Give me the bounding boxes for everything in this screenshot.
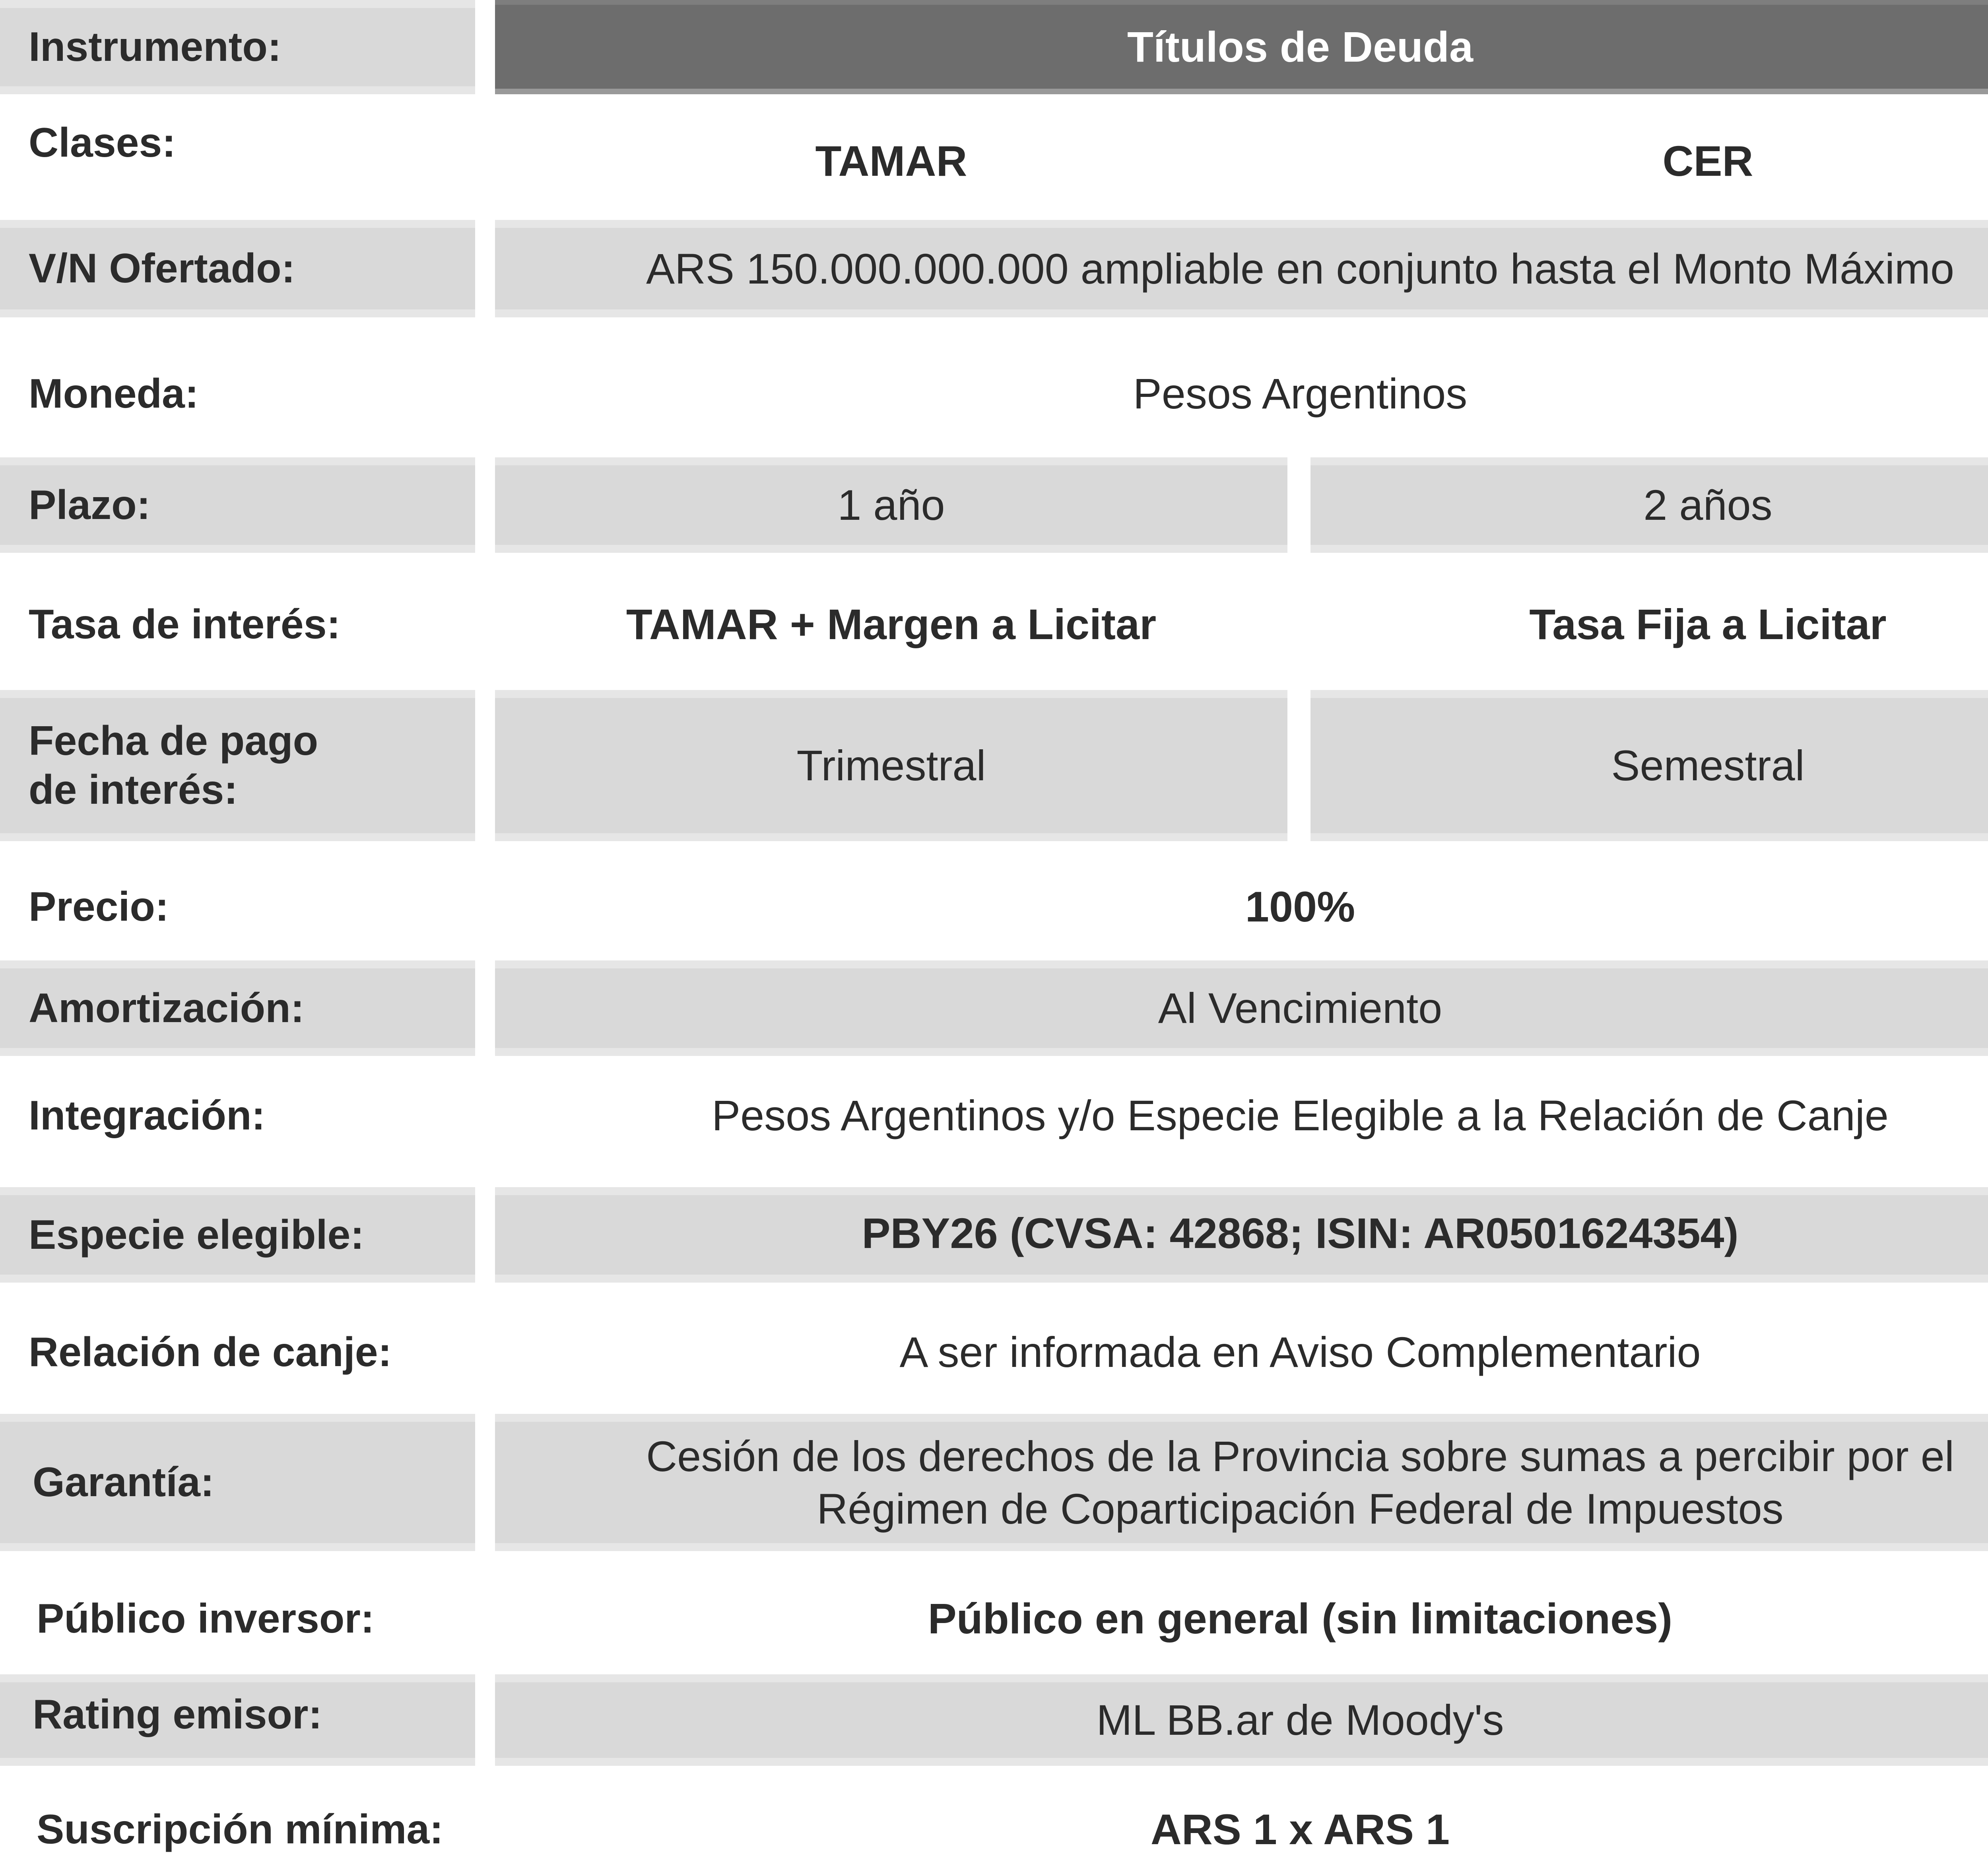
- label-text: Amortización:: [29, 985, 305, 1031]
- label-text: Garantía:: [33, 1459, 214, 1505]
- value-text-line2: Régimen de Coparticipación Federal de Impuestos: [817, 1484, 1784, 1533]
- tasa-cer: [1310, 577, 1988, 672]
- value-text: Trimestral: [796, 741, 986, 790]
- header-text: Títulos de Deuda: [1127, 22, 1474, 71]
- label-fecha-pago: [0, 690, 475, 841]
- fecha-pago-tamar: [495, 690, 1287, 841]
- label-moneda: [0, 350, 475, 437]
- value-text: 100%: [1245, 883, 1355, 931]
- especie-elegible-value: [495, 1187, 1988, 1283]
- label-text-line1: Fecha de pago: [29, 718, 318, 764]
- value-text: A ser informada en Aviso Complementario: [899, 1328, 1701, 1376]
- integracion-value: [495, 1074, 1988, 1157]
- tasa-tamar: [495, 577, 1287, 672]
- value-text: Tasa Fija a Licitar: [1529, 600, 1887, 649]
- relacion-canje-value: [495, 1306, 1988, 1398]
- label-text: Suscripción mínima:: [37, 1806, 443, 1853]
- label-plazo: [0, 457, 475, 553]
- label-rating-emisor: [0, 1674, 475, 1766]
- label-text: Especie elegible:: [29, 1212, 364, 1258]
- label-garantia: [0, 1414, 475, 1551]
- moneda-value: [495, 350, 1988, 437]
- value-text: ML BB.ar de Moody's: [1096, 1696, 1504, 1744]
- plazo-tamar: [495, 457, 1287, 553]
- label-text: Relación de canje:: [29, 1329, 392, 1375]
- value-text: TAMAR: [815, 137, 967, 185]
- publico-inversor-value: [495, 1573, 1988, 1664]
- value-text: Al Vencimiento: [1158, 984, 1442, 1032]
- value-text: Pesos Argentinos: [1133, 369, 1468, 418]
- precio-value: [495, 867, 1988, 947]
- value-text-line1: Cesión de los derechos de la Provincia sobre sumas a percibir por el: [646, 1432, 1954, 1480]
- vn-ofertado-value: [495, 220, 1988, 317]
- label-instrumento: [0, 0, 475, 94]
- label-suscripcion-minima: [0, 1790, 475, 1869]
- label-tasa-interes: [0, 577, 475, 672]
- value-text: Público en general (sin limitaciones): [928, 1594, 1673, 1643]
- label-text: Clases:: [29, 120, 176, 166]
- label-text: Rating emisor:: [33, 1691, 322, 1738]
- label-text: Moneda:: [29, 370, 199, 417]
- label-vn-ofertado: [0, 220, 475, 317]
- garantia-value: [495, 1414, 1988, 1551]
- label-amortizacion: [0, 960, 475, 1056]
- label-text: Instrumento:: [29, 24, 282, 70]
- value-text: 2 años: [1643, 481, 1773, 529]
- instrument-header: [495, 0, 1988, 94]
- amortizacion-value: [495, 960, 1988, 1056]
- rating-emisor-value: [495, 1674, 1988, 1766]
- label-text-line2: de interés:: [29, 767, 238, 813]
- label-text: Plazo:: [29, 482, 151, 528]
- label-relacion-canje: [0, 1306, 475, 1398]
- value-text: Pesos Argentinos y/o Especie Elegible a la Relación de Canje: [712, 1091, 1889, 1140]
- label-text: V/N Ofertado:: [29, 245, 295, 292]
- value-text: 1 año: [837, 481, 945, 529]
- value-text: ARS 1 x ARS 1: [1150, 1805, 1450, 1854]
- plazo-cer: [1310, 457, 1988, 553]
- value-text: Semestral: [1611, 741, 1805, 790]
- value-text: ARS 150.000.000.000 ampliable en conjunto hasta el Monto Máximo: [646, 244, 1955, 293]
- label-publico-inversor: [0, 1573, 475, 1664]
- class-cer: [1310, 119, 1988, 203]
- label-text: Integración:: [29, 1092, 266, 1139]
- suscripcion-minima-value: [495, 1790, 1988, 1869]
- label-text: Precio:: [29, 883, 169, 930]
- label-integracion: [0, 1074, 475, 1157]
- label-text: Público inversor:: [37, 1595, 375, 1642]
- value-text: CER: [1662, 137, 1753, 185]
- label-especie-elegible: [0, 1187, 475, 1283]
- value-text: TAMAR + Margen a Licitar: [626, 600, 1157, 649]
- fecha-pago-cer: [1310, 690, 1988, 841]
- label-precio: [0, 867, 475, 947]
- label-text: Tasa de interés:: [29, 601, 341, 647]
- value-text: PBY26 (CVSA: 42868; ISIN: AR0501624354): [862, 1209, 1739, 1257]
- label-clases: [0, 119, 475, 187]
- class-tamar: [495, 119, 1287, 203]
